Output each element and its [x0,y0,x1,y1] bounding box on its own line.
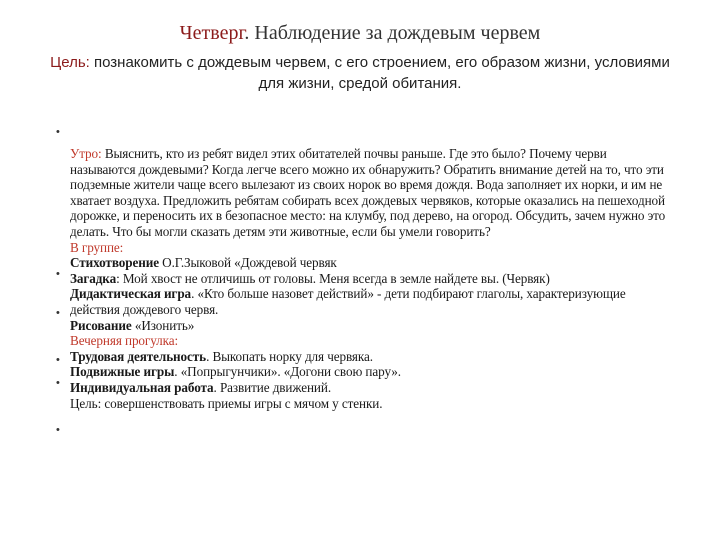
activity-list [70,146,668,411]
drawing-text: «Изонить» [131,317,195,333]
riddle-label: Загадка [70,270,117,286]
morning-text: Выяснить, кто из ребят видел этих обитателей почвы раньше. Где это было? Почему черви называются дождевыми? Когда легче всего можно их обнаружить? Обратить внимание детей на то, что эти подземные жители чаще всего вылезают из своих норок во время дождя. Вода заполняет их норки, и им не хватает воздуха. Предложить ребятам собирать всех дождевых червяков, которые оказались на пешеходной дорожке, и переносить их в безопасное место: на клумбу, под дерево, на огород. Обсудить, зачем нужно это делать. Что бы могли сказать детям эти животные, если бы умели говорить? [70,146,666,239]
work-text: . Выкопать норку для червяка. [206,348,373,364]
morning-item [70,146,668,240]
outdoor-games-text: . «Попрыгунчики». «Догони свою пару». [174,364,401,380]
group-label: В группе: [70,239,124,255]
work-label: Трудовая деятельность [70,348,207,364]
slide-title [0,22,720,45]
title-separator: . [244,22,255,44]
poem-text: О.Г.Зыковой «Дождевой червяк [158,255,337,271]
drawing-label: Рисование [70,317,132,333]
bullet-marker: • [56,424,60,436]
bullet-marker: • [56,268,60,280]
bullet-marker: • [56,354,60,366]
didactic-game-line [70,286,668,317]
morning-label: Утро: [70,146,102,161]
evening-label: Вечерняя прогулка: [70,333,179,349]
didactic-game-label: Дидактическая игра [70,286,192,302]
riddle-text: : Мой хвост не отличишь от головы. Меня всегда в земле найдете вы. (Червяк) [116,270,550,286]
riddle-item [70,271,668,287]
title-topic: Наблюдение за дождевым червем [254,22,541,44]
bullet-marker: • [56,307,60,319]
outdoor-games-line [70,364,668,380]
poem-label: Стихотворение [70,255,159,271]
individual-item [70,380,668,396]
individual-text: . Развитие движений. [213,379,332,395]
bullet-marker: • [56,126,60,138]
individual-label: Индивидуальная работа [70,379,214,395]
work-line [70,349,668,365]
poem-line [70,255,668,271]
outdoor-games-label: Подвижные игры [70,364,175,380]
goal-text: познакомить с дождевым червем, с его строением, его образом жизни, условиями для жизни, средой обитания. [89,54,670,92]
individual-goal-line: Цель: совершенствовать приемы игры с мячом у стенки. [70,395,383,411]
title-day: Четверг [179,22,245,44]
bullet-marker: • [56,377,60,389]
goal-label: Цель: [50,54,90,71]
goal-statement [40,52,680,94]
didactic-game-text: . «Кто больше назовет действий» - дети подбирают глаголы, характеризующие действия дождевого червя. [70,286,626,317]
drawing-item [70,318,668,334]
group-item [70,240,668,256]
evening-item [70,333,668,349]
